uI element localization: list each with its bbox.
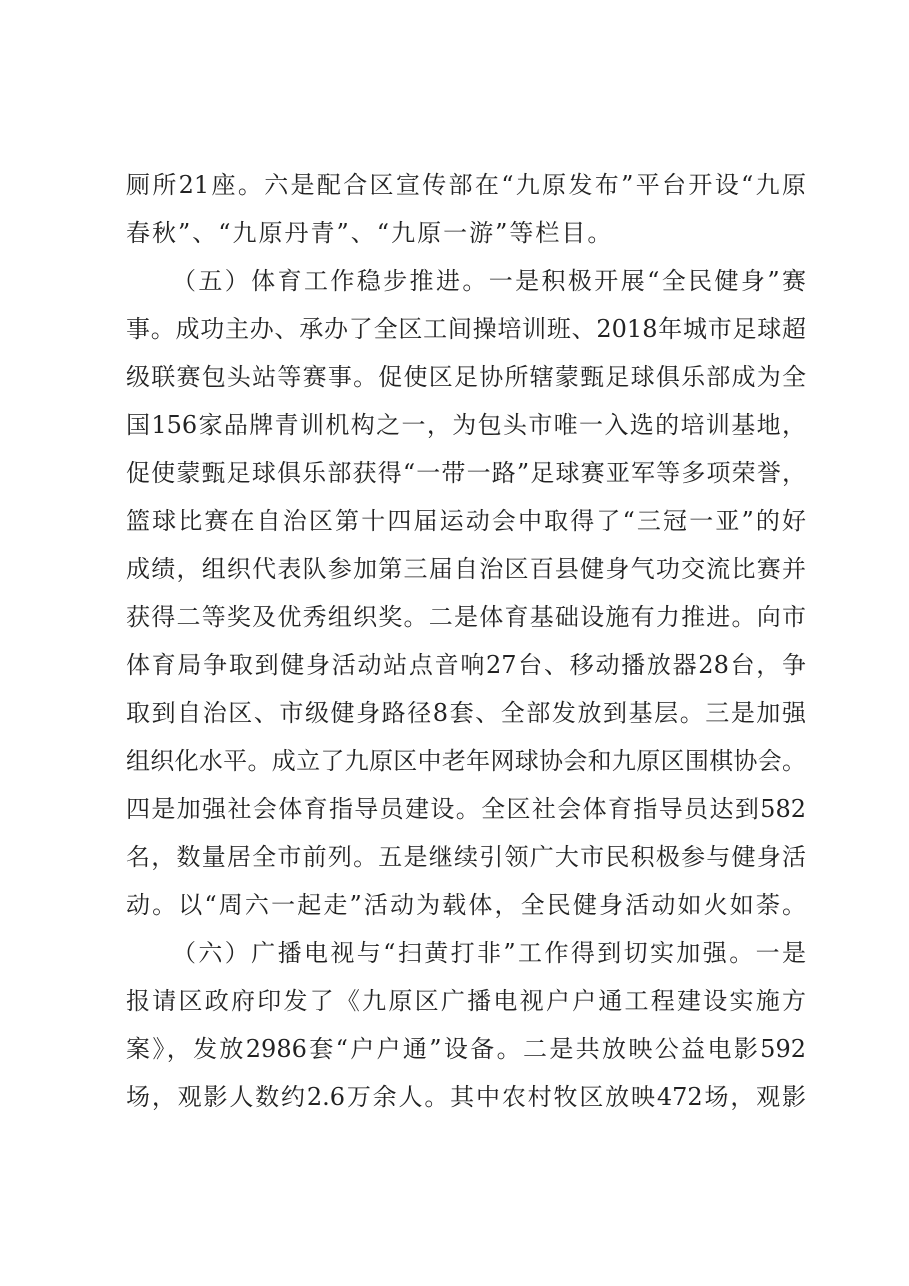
text-line: 报请区政府印发了《九原区广播电视户户通工程建设实施方 <box>126 987 806 1015</box>
text-line: 四是加强社会体育指导员建设。全区社会体育指导员达到582 <box>126 795 806 823</box>
text-line: 获得二等奖及优秀组织奖。二是体育基础设施有力推进。向市 <box>126 603 806 631</box>
text-line: 厕所21座。六是配合区宣传部在“九原发布”平台开设“九原 <box>126 171 806 199</box>
text-line: 名，数量居全市前列。五是继续引领广大市民积极参与健身活 <box>126 843 806 871</box>
text-line: 促使蒙甄足球俱乐部获得“一带一路”足球赛亚军等多项荣誉， <box>126 459 806 487</box>
text-line: 动。以“周六一起走”活动为载体，全民健身活动如火如荼。 <box>126 891 806 919</box>
text-line: 篮球比赛在自治区第十四届运动会中取得了“三冠一亚”的好 <box>126 507 806 535</box>
text-line: 国156家品牌青训机构之一，为包头市唯一入选的培训基地， <box>126 411 806 439</box>
text-line: 事。成功主办、承办了全区工间操培训班、2018年城市足球超 <box>126 315 806 343</box>
text-line: 组织化水平。成立了九原区中老年网球协会和九原区围棋协会。 <box>126 747 806 775</box>
text-line: 春秋”、“九原丹青”、“九原一游”等栏目。 <box>126 219 614 247</box>
paragraph-heading-line: （五）体育工作稳步推进。一是积极开展“全民健身”赛 <box>172 267 806 295</box>
text-line: 案》，发放2986套“户户通”设备。二是共放映公益电影592 <box>126 1035 806 1063</box>
paragraph-heading-line: （六）广播电视与“扫黄打非”工作得到切实加强。一是 <box>172 939 806 967</box>
text-line: 级联赛包头站等赛事。促使区足协所辖蒙甄足球俱乐部成为全 <box>126 363 806 391</box>
text-line: 取到自治区、市级健身路径8套、全部发放到基层。三是加强 <box>126 699 806 727</box>
text-line: 体育局争取到健身活动站点音响27台、移动播放器28台，争 <box>126 651 806 679</box>
text-line: 场，观影人数约2.6万余人。其中农村牧区放映472场，观影 <box>126 1083 806 1111</box>
text-line: 成绩，组织代表队参加第三届自治区百县健身气功交流比赛并 <box>126 555 806 583</box>
